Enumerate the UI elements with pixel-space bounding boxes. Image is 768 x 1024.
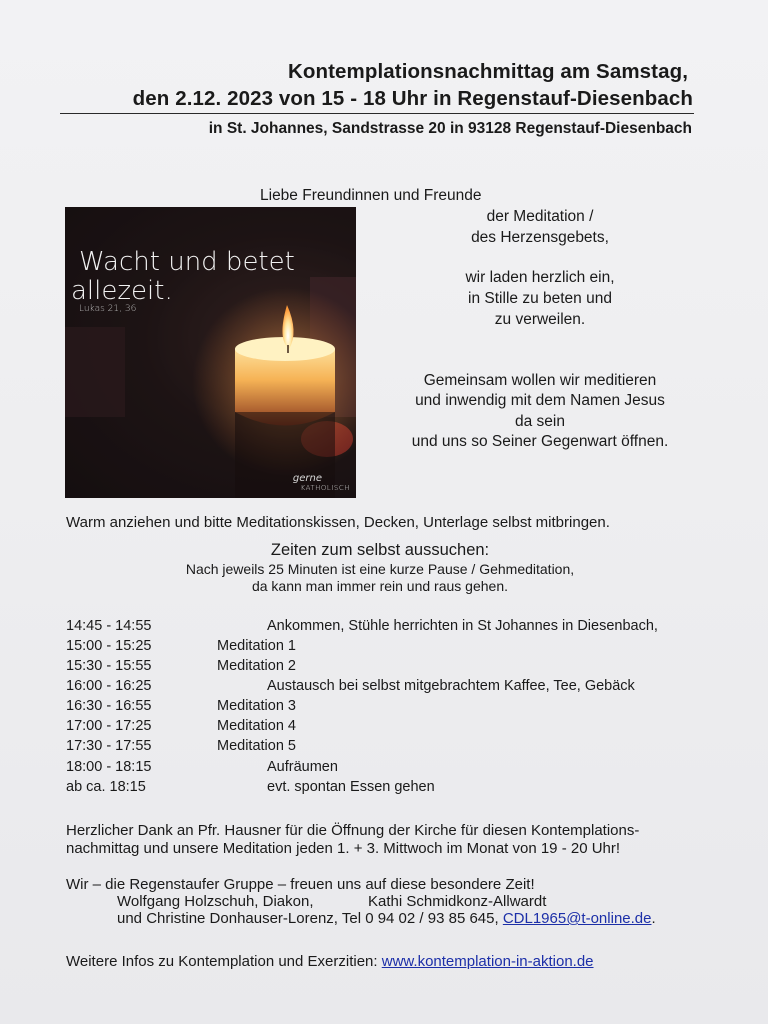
schedule-time: 15:00 - 15:25 [66,638,152,654]
contact-suffix: . [651,910,656,927]
schedule-time: 15:30 - 15:55 [66,658,152,674]
schedule-activity: Meditation 3 [217,698,296,714]
times-subline-1: Nach jeweils 25 Minuten ist eine kurze Pause / Gehmeditation, [185,561,575,577]
greeting-line-4: wir laden herzlich ein, [465,269,615,286]
brand-bottom: KATHOLISCH [300,484,350,492]
email-link[interactable]: CDL1965@t-online.de [502,910,652,927]
greeting-line-6: zu verweilen. [494,311,586,328]
more-info-line [66,953,594,970]
website-link[interactable]: www.kontemplation-in-aktion.de [381,953,594,970]
image-text-line-2: allezeit. [71,276,173,306]
greeting-line-1: Liebe Freundinnen und Freunde [260,187,482,204]
group-contact-line [117,910,656,927]
schedule-activity: Meditation 5 [217,738,296,754]
candle-image [65,207,356,498]
greeting-line-3: des Herzensgebets, [471,229,609,246]
schedule-time: ab ca. 18:15 [66,779,146,795]
invitation-line-2: und inwendig mit dem Namen Jesus [415,392,665,409]
times-heading: Zeiten zum selbst aussuchen: [270,541,490,559]
schedule-time: 18:00 - 18:15 [66,759,152,775]
title-line-1: Kontemplationsnachmittag am Samstag, [287,60,688,83]
greeting-line-2: der Meditation / [486,208,594,225]
bring-note: Warm anziehen und bitte Meditationskissen, Decken, Unterlage selbst mitbringen. [66,514,610,531]
schedule-time: 17:00 - 17:25 [66,718,152,734]
greeting-line-5: in Stille zu beten und [468,290,612,307]
schedule-time: 16:30 - 16:55 [66,698,152,714]
invitation-line-4: und uns so Seiner Gegenwart öffnen. [411,433,669,450]
brand-top: gerne [292,473,322,484]
schedule-activity: Ankommen, Stühle herrichten in St Johannes in Diesenbach, [267,618,658,634]
contact-phone: und Christine Donhauser-Lorenz, Tel 0 94 02 / 93 85 645, [117,910,499,927]
times-subline-2: da kann man immer rein und raus gehen. [251,578,509,594]
address: in St. Johannes, Sandstrasse 20 in 93128 Regenstauf-Diesenbach [208,120,692,137]
thanks-line-1: Herzlicher Dank an Pfr. Hausner für die Öffnung der Kirche für diesen Kontemplations- [66,822,640,839]
schedule-activity: Aufräumen [267,759,338,775]
schedule-activity: Meditation 2 [217,658,296,674]
schedule-time: 17:30 - 17:55 [66,738,152,754]
schedule-activity: Meditation 1 [217,638,296,654]
more-info-label: Weitere Infos zu Kontemplation und Exerzitien: [66,953,378,970]
group-name-2: Kathi Schmidkonz-Allwardt [368,893,547,910]
schedule-time: 14:45 - 14:55 [66,618,152,634]
group-intro: Wir – die Regenstaufer Gruppe – freuen uns auf diese besondere Zeit! [66,876,535,893]
header-divider [60,113,694,114]
invitation-line-1: Gemeinsam wollen wir meditieren [423,372,657,389]
schedule-activity: evt. spontan Essen gehen [267,779,435,795]
image-text-line-1: Wacht und betet [79,247,295,277]
invitation-line-3: da sein [515,413,565,430]
schedule-time: 16:00 - 16:25 [66,678,152,694]
group-name-1: Wolfgang Holzschuh, Diakon, [117,893,314,910]
schedule-activity: Meditation 4 [217,718,296,734]
schedule-activity: Austausch bei selbst mitgebrachtem Kaffee, Tee, Gebäck [267,678,635,694]
image-bible-reference: Lukas 21, 36 [79,304,137,314]
title-line-2: den 2.12. 2023 von 15 - 18 Uhr in Regenstauf-Diesenbach [132,87,693,110]
thanks-line-2: nachmittag und unsere Meditation jeden 1. + 3. Mittwoch im Monat von 19 - 20 Uhr! [66,840,621,857]
